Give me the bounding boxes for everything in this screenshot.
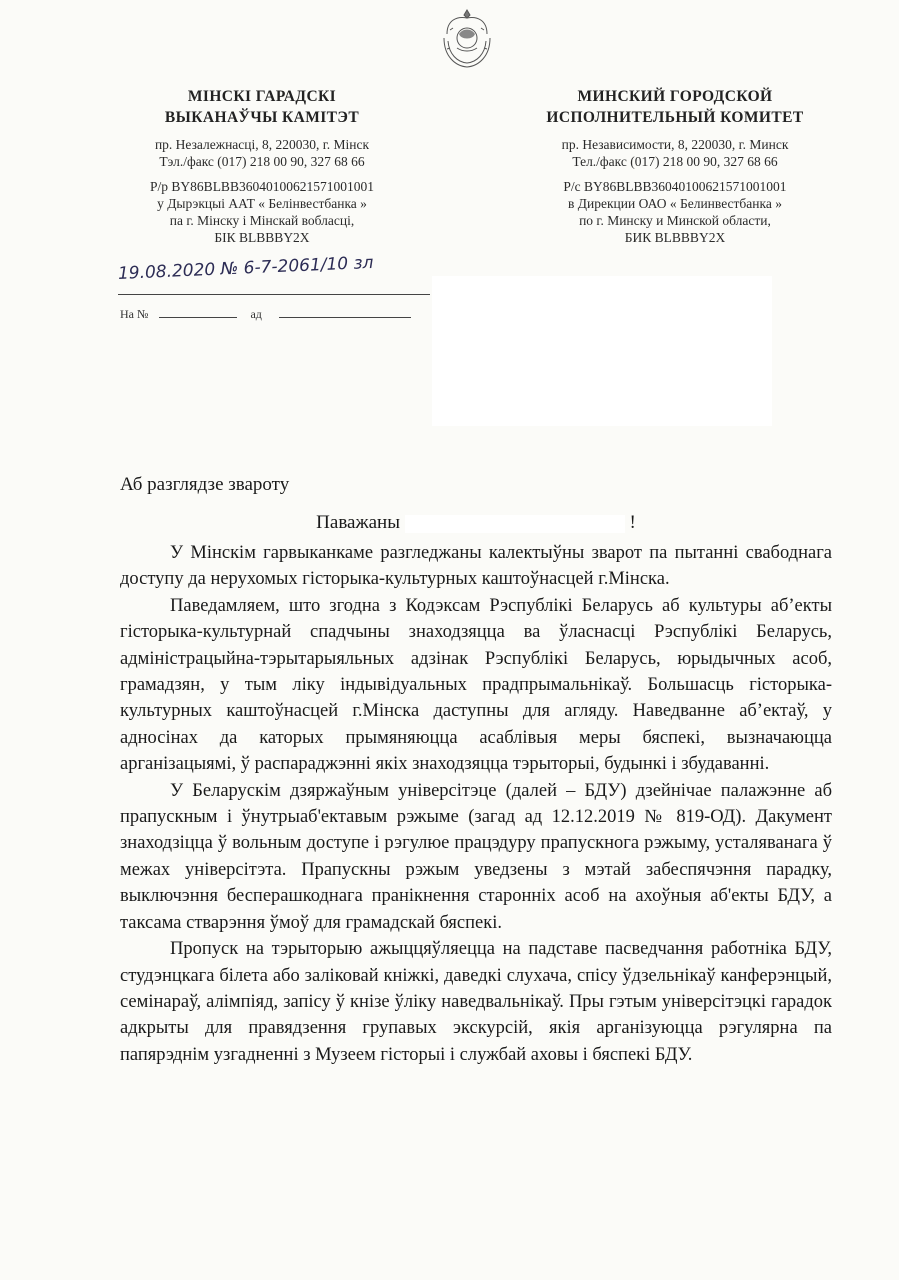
reference-row	[120, 306, 411, 322]
ref-mid-label: ад	[250, 307, 262, 321]
divider	[118, 294, 430, 295]
org-name-line2: ИСПОЛНИТЕЛЬНЫЙ КОМИТЕТ	[546, 109, 804, 126]
org-name-line2: ВЫКАНАЎЧЫ КАМІТЭТ	[164, 109, 360, 126]
header-russian	[510, 86, 840, 246]
letter-body	[120, 540, 832, 1068]
org-account: Р/р BY86BLBB36040100621571001001	[150, 179, 374, 194]
header-belarusian	[98, 86, 426, 246]
body-paragraph: Пропуск на тэрыторыю ажыццяўляецца на падставе пасведчання работніка БДУ, студэнцкага білета або заліковай кніжкі, даведкі слухача, спісу ўдзельнікаў канферэнцый, семінараў, алімпіяд, запісу ў кнізе ўліку наведвальнікаў. Пры гэтым універсітэцкі гарадок адкрыты для правядзення групавых экскурсій, якія арганізуюцца рэгулярна па папярэднім узгадненні з Музеем гісторыі і службай аховы і бяспекі БДУ.	[120, 939, 832, 1065]
belarus-emblem-icon	[437, 8, 497, 70]
org-name-line1: МИНСКИЙ ГОРОДСКОЙ	[577, 88, 773, 105]
org-account: Р/с BY86BLBB36040100621571001001	[563, 179, 787, 194]
body-paragraph: У Беларускім дзяржаўным універсітэце (далей – БДУ) дзейнічае палажэнне аб прапускным і ўнутрыаб'ектавым рэжыме (загад ад 12.12.2019 № 819-ОД). Дакумент знаходзіцца ў вольным доступе і рэгулюе працэдуру прапускнога рэжыму, усталяванага ў межах універсітэта. Прапускны рэжым уведзены з мэтай забеспячэння парадку, выключэння бесперашкоднага пранікнення старонніх асоб на ахоўныя аб'екты БДУ, а таксама стварэння ўмоў для грамадскай бяспекі.	[120, 780, 832, 933]
org-address: пр. Независимости, 8, 220030, г. Минск	[561, 137, 789, 152]
redacted-recipient-block	[432, 276, 772, 426]
greeting	[120, 512, 832, 534]
ref-label: На №	[120, 307, 149, 321]
letter-subject: Аб разглядзе звароту	[120, 474, 290, 495]
ref-date-blank	[279, 306, 411, 318]
org-bank-region: па г. Мінску і Мінскай вобласці,	[169, 213, 355, 228]
org-name-line1: МІНСКІ ГАРАДСКІ	[187, 88, 337, 105]
greeting-word: Паважаны	[316, 512, 400, 533]
org-address: пр. Незалежнасці, 8, 220030, г. Мінск	[154, 137, 370, 152]
body-paragraph: У Мінскім гарвыканкаме разгледжаны калектыўны зварот па пытанні свабоднага доступу да нерухомых гісторыка-культурных каштоўнасцей г.Мінска.	[120, 543, 832, 590]
redacted-name	[405, 515, 625, 533]
ref-number-blank	[159, 306, 237, 318]
handwritten-reg-number: 19.08.2020 № 6-7-2061/10 зл	[117, 252, 374, 284]
org-bank: в Дирекции ОАО « Белинвестбанка »	[568, 196, 782, 211]
org-phone: Тэл./факс (017) 218 00 90, 327 68 66	[159, 154, 365, 169]
org-phone: Тел./факс (017) 218 00 90, 327 68 66	[572, 154, 778, 169]
org-bank-region: по г. Минску и Минской области,	[579, 213, 771, 228]
org-bik: БІК BLBBBY2X	[214, 230, 310, 245]
body-paragraph: Паведамляем, што згодна з Кодэксам Рэспублікі Беларусь аб культуры аб’екты гісторыка-культурнай спадчыны знаходзяцца ва ўласнасці Рэспублікі Беларусь, адміністрацыйна-тэрытарыяльных адзінак Рэспублікі Беларусь, юрыдычных асоб, грамадзян, у тым ліку індывідуальных прадпрымальнікаў. Большасць гісторыка-культурных каштоўнасцей г.Мінска даступны для агляду. Наведванне аб’ектаў, у адносінах да каторых прымяняюцца асаблівыя меры бяспекі, вызначаюцца арганізацыямі, ў распараджэнні якіх знаходзяцца тэрыторыі, будынкі і збудаванні.	[120, 595, 832, 775]
org-bank: у Дырэкцыі ААТ « Белінвестбанка »	[157, 196, 367, 211]
org-bik: БИК BLBBBY2X	[624, 230, 726, 245]
greeting-end: !	[629, 512, 636, 533]
